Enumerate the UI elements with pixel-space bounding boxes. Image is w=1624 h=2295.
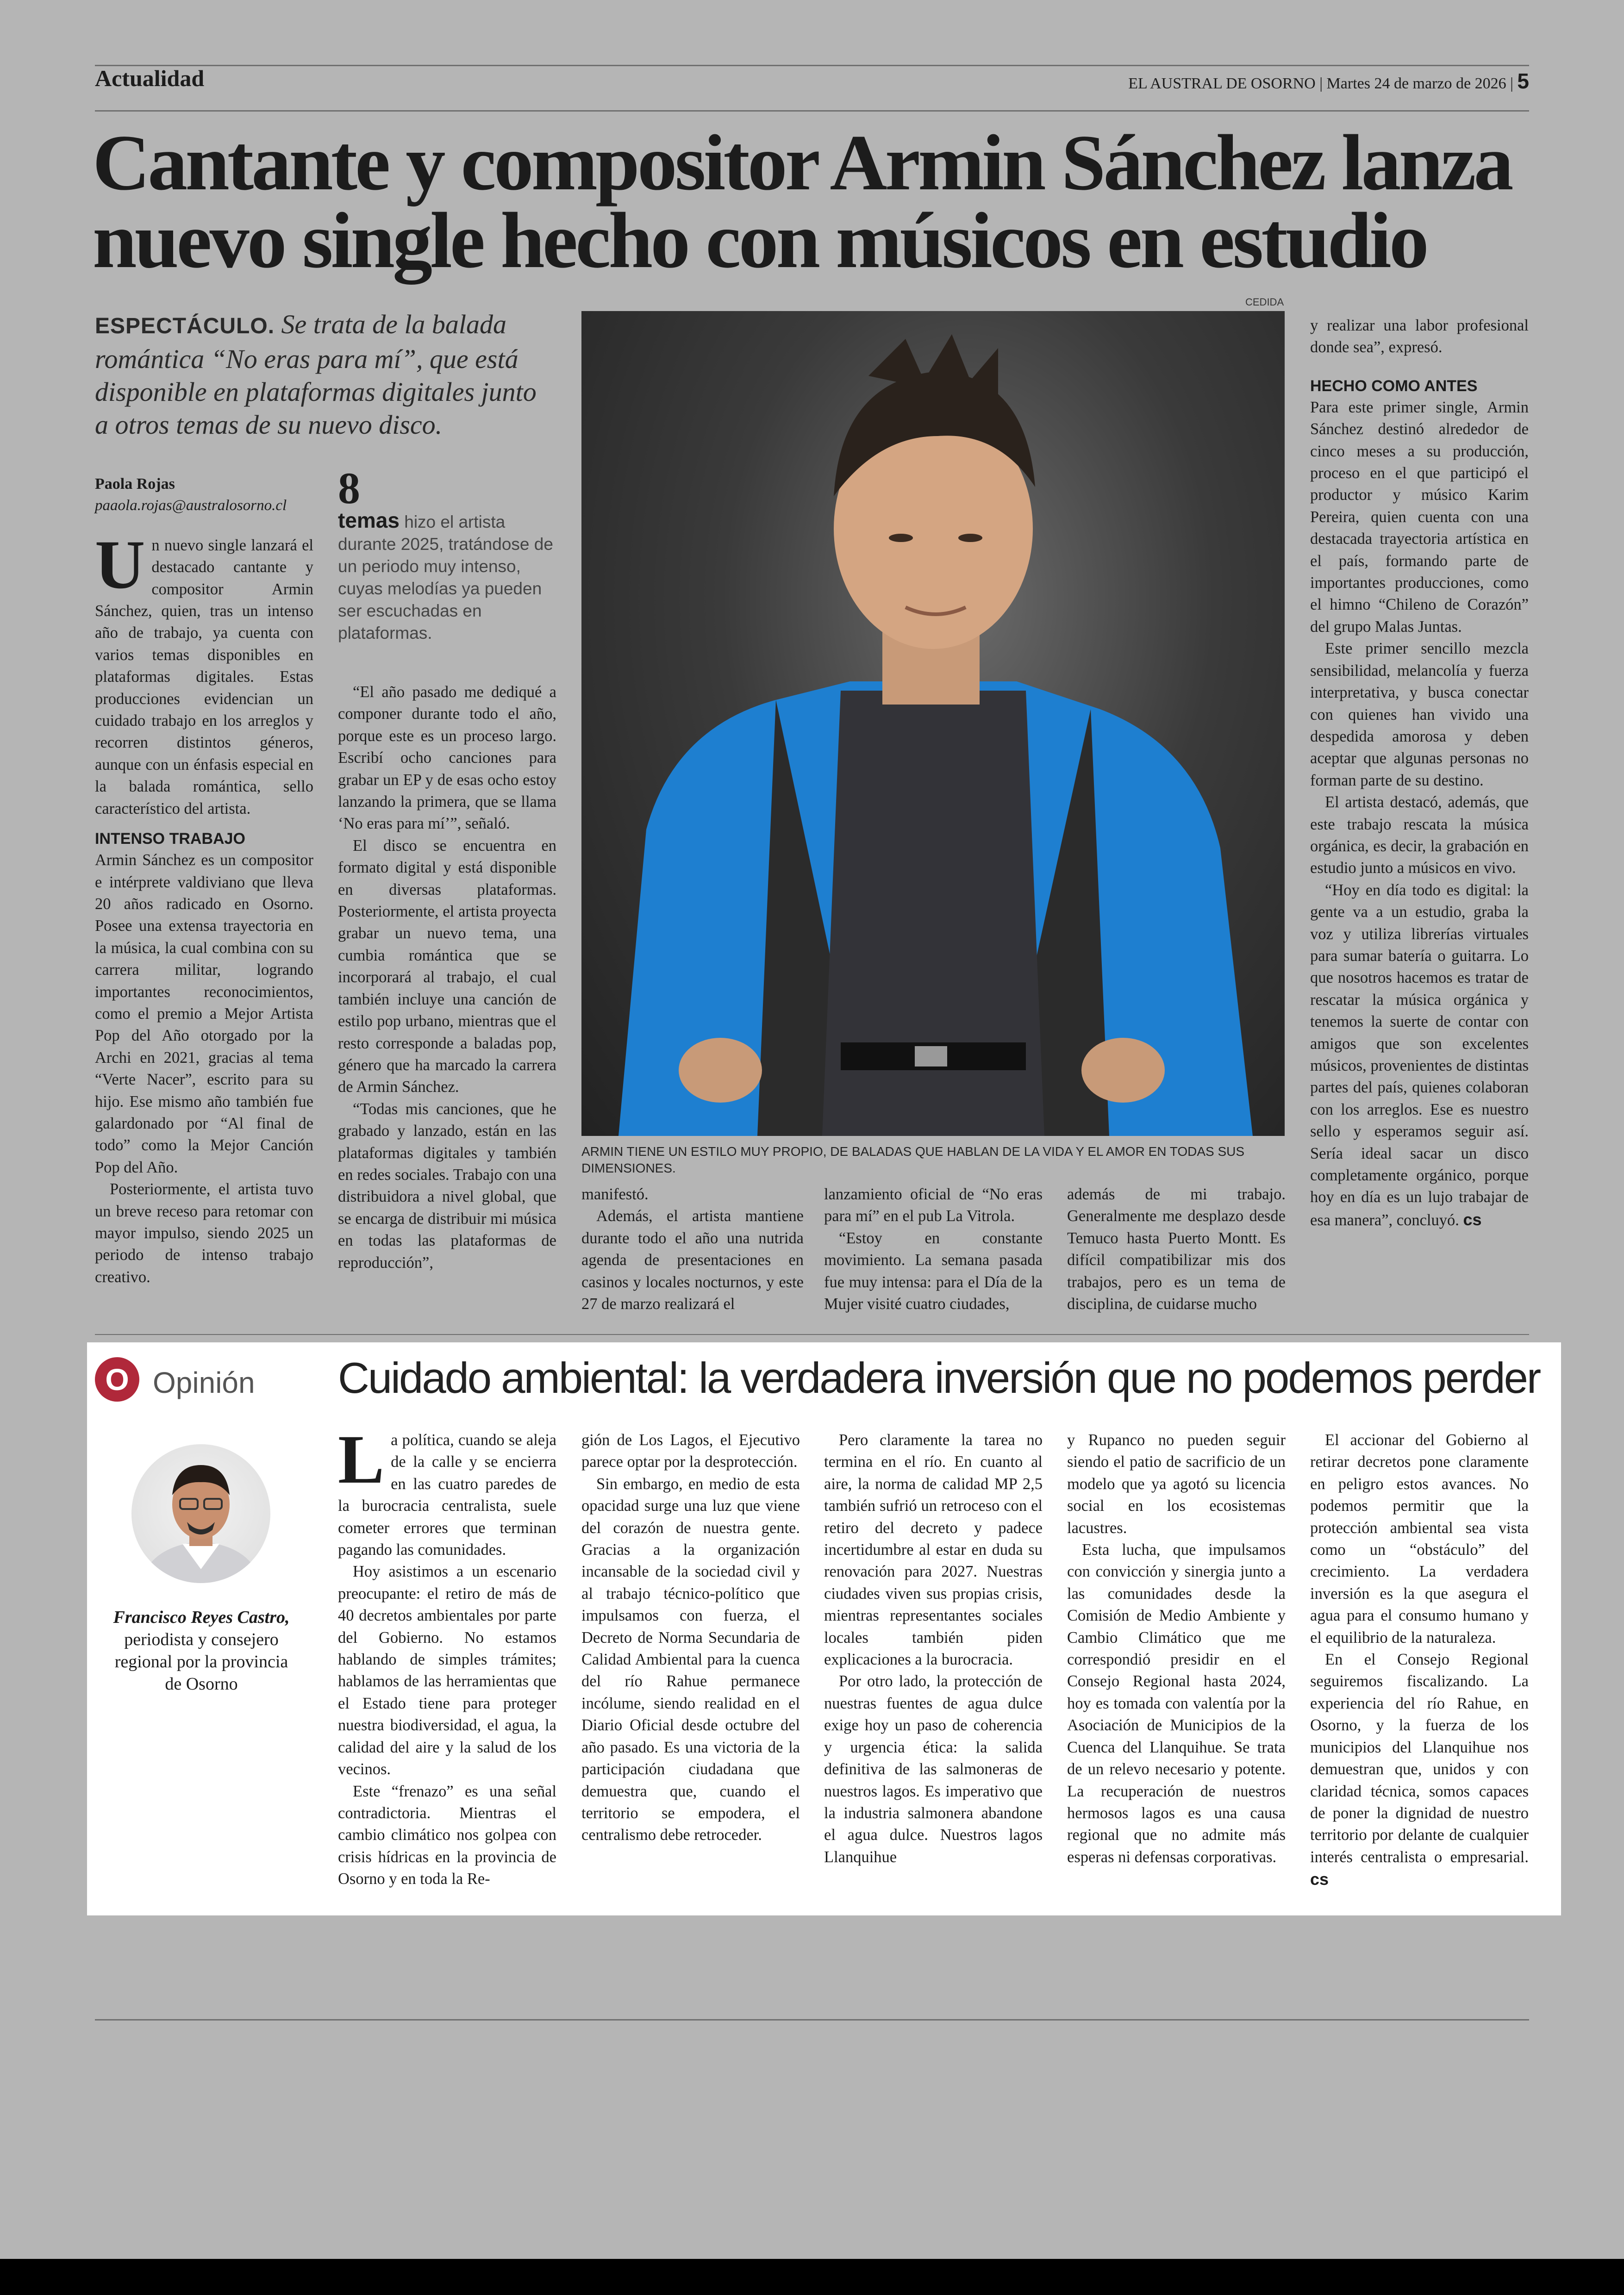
byline-author: Paola Rojas: [95, 475, 175, 493]
masthead: EL AUSTRAL DE OSORNO | Martes 24 de marzo de 2026 | 5: [1128, 69, 1529, 93]
article-bottom-rule: [95, 1334, 1529, 1335]
opinion-paragraph: y Rupanco no pueden seguir siendo el patio de sacrificio de un modelo que ya agotó su licencia social en los ecosistemas lacustres.: [1067, 1431, 1286, 1537]
author-name: Francisco Reyes Castro,: [113, 1608, 290, 1627]
article-column-1: [95, 473, 313, 1288]
article-photo: [581, 311, 1285, 1136]
subheading-intenso: INTENSO TRABAJO: [95, 830, 245, 848]
article-paragraph: manifestó.: [581, 1185, 649, 1203]
opinion-headline: Cuidado ambiental: la verdadera inversión que no podemos perder: [338, 1353, 1540, 1402]
opinion-author: [106, 1606, 296, 1695]
singer-portrait-illustration: [581, 311, 1285, 1136]
opinion-paragraph: Esta lucha, que impulsamos con convicción y sinergia junto a las comunidades desde la Comisión de Medio Ambiente y Cambio Climático que me correspondió presidir en el Consejo Regional hasta 2024, hoy es tomada con valentía por la Asociación de Municipios de la Cuenca del Llanquihue. Se trata de un relevo necesario y potente. La recuperación de nuestros hermosos lagos es una causa regional que no admite más esperas ni defensas corporativas.: [1067, 1541, 1286, 1866]
opinion-column-4: [1067, 1429, 1286, 1868]
author-portrait-illustration: [131, 1444, 270, 1583]
article-paragraph: Posteriormente, el artista tuvo un breve receso para retomar con mayor impulso, siendo 2025 un periodo de intenso trabajo creativo.: [95, 1180, 313, 1286]
opinion-end-mark-icon: cs: [1310, 1870, 1329, 1889]
article-headline: Cantante y compositor Armin Sánchez lanza nuevo single hecho con músicos en estudio: [93, 119, 1512, 285]
article-paragraph: además de mi trabajo. Generalmente me desplazo desde Temuco hasta Puerto Montt. Es difícil compatibilizar mis dos trabajos, pero es un tema de disciplina, de cuidarse mucho: [1067, 1185, 1286, 1313]
issue-date: Martes 24 de marzo de 2026: [1326, 75, 1506, 92]
byline-email: paaola.rojas@australosorno.cl: [95, 497, 287, 514]
photo-caption: ARMIN TIENE UN ESTILO MUY PROPIO, DE BALADAS QUE HABLAN DE LA VIDA Y EL AMOR EN TODAS SUS DIMENSIONES.: [581, 1144, 1245, 1175]
article-paragraph: “Hoy en día todo es digital: la gente va a un estudio, graba la voz y utiliza librerías virtuales para sumar batería o guitarra. Lo que nosotros hacemos es tratar de rescatar la música orgánica y tenemos la suerte de contar con amigos que son excelentes músicos, provenientes de distintas partes del país, quienes colaboran con los arreglos. Ese es nuestro sello y esperamos seguir así. Sería ideal sacar un disco completamente orgánico, porque hoy en día es un lujo trabajar de esa manera”, concluyó. cs: [1310, 881, 1529, 1229]
author-avatar: [131, 1444, 270, 1583]
article-column-6: [1310, 315, 1529, 1231]
opinion-paragraph: gión de Los Lagos, el Ejecutivo parece optar por la desprotección.: [581, 1431, 800, 1471]
article-paragraph: “Estoy en constante movimiento. La semana pasada fue muy intensa: para el Día de la Mujer visité cuatro ciudades,: [824, 1229, 1043, 1313]
article-paragraph: lanzamiento oficial de “No eras para mí” en el pub La Vitrola.: [824, 1185, 1043, 1225]
opinion-paragraph: En el Consejo Regional seguiremos fiscalizando. La experiencia del río Rahue, en Osorno, y la fuerza de los municipios del Llanquihue nos demuestran que, unidos y con claridad técnica, somos capaces de poner la dignidad de nuestro territorio por delante de cualquier interés centralista o empresarial. cs: [1310, 1651, 1529, 1889]
opinion-paragraph: Pero claramente la tarea no termina en el río. En cuanto al aire, la norma de calidad MP 2,5 también sufrió un retroceso con el retiro del decreto y padece incertidumbre al estar en duda su renovación para 2027. Nuestras ciudades viven sus propias crisis, mientras representantes sociales locales también piden explicaciones a la burocracia.: [824, 1431, 1043, 1669]
opinion-drop-cap: L: [338, 1421, 385, 1498]
opinion-paragraph: El accionar del Gobierno al retirar decretos pone claramente en peligro estos avances. No podemos permitir que la protección ambiental sea vista como un “obstáculo” del crecimiento. La verdadera inversión es la que asegura el agua para el consumo humano y el equilibrio de la naturaleza.: [1310, 1431, 1529, 1646]
top-rule: [95, 65, 1529, 66]
opinion-column-1: [338, 1421, 556, 1890]
viewer-bottom-bar: [0, 2259, 1624, 2295]
opinion-column-5: [1310, 1429, 1529, 1891]
header-rule: [95, 110, 1529, 112]
section-label: Actualidad: [95, 65, 205, 91]
article-column-2: [338, 463, 556, 1274]
article-column-4: [824, 1184, 1043, 1315]
article-paragraph: y realizar una labor profesional donde sea”, expresó.: [1310, 317, 1529, 356]
author-role: periodista y consejero regional por la provincia de Osorno: [114, 1630, 288, 1694]
page-bottom-rule: [95, 2019, 1529, 2021]
page-number: 5: [1517, 69, 1529, 93]
stat-box: [338, 509, 556, 644]
opinion-column-3: [824, 1429, 1043, 1868]
article-paragraph: “Todas mis canciones, que he grabado y lanzado, están en las plataformas digitales y también en redes sociales. Trabajo con una distribuidora a nivel global, que se encarga de distribuir mi música en todas las plataformas de reproducción”,: [338, 1100, 556, 1272]
stat-description: hizo el artista durante 2025, tratándose de un periodo muy intenso, cuyas melodías ya pueden ser escuchadas en plataformas.: [338, 512, 553, 642]
photo-credit: CEDIDA: [1245, 296, 1284, 308]
opinion-logo-icon: O: [95, 1357, 139, 1402]
article-paragraph: El disco se encuentra en formato digital y está disponible en diversas plataformas. Posteriormente, el artista proyecta grabar un nuevo tema, una cumbia romántica que se incorporará al trabajo, el cual también incluye una canción de estilo pop urbano, mientras que el resto corresponde a baladas pop, género que ha marcado la carrera de Armin Sánchez.: [338, 836, 556, 1096]
stat-number: 8: [338, 463, 360, 513]
opinion-paragraph: Sin embargo, en medio de esta opacidad surge una luz que viene del corazón de nuestra gente. Gracias a la organización incansable de la sociedad civil y al trabajo técnico-político que impulsamos con fuerza, el Decreto de Norma Secundaria de Calidad Ambiental para la cuenca del río Rahue permanece incólume, siendo realidad en el Diario Oficial desde octubre del año pasado. Es una victoria de la participación ciudadana que demuestra que, cuando el territorio se empodera, el centralismo debe retroceder.: [581, 1475, 800, 1844]
opinion-paragraph: Este “frenazo” es una señal contradictoria. Mientras el cambio climático nos golpea con crisis hídricas en la provincia de Osorno y en toda la Re-: [338, 1782, 556, 1888]
opinion-label: Opinión: [153, 1366, 255, 1399]
drop-cap: U: [95, 526, 145, 603]
deck-text: Se trata de la balada romántica “No eras para mí”, que está disponible en plataformas digitales junto a otros temas de su nuevo disco.: [95, 309, 537, 440]
article-paragraph: “El año pasado me dediqué a componer durante todo el año, porque este es un proceso largo. Escribí ocho canciones para grabar un EP y de esas ocho estoy lanzando la primera, que se llama ‘No eras para mí’”, señaló.: [338, 683, 556, 833]
article-column-5: [1067, 1184, 1286, 1315]
paper-name: EL AUSTRAL DE OSORNO: [1128, 75, 1316, 92]
article-paragraph: El artista destacó, además, que este trabajo rescata la música orgánica, es decir, la grabación en estudio junto a músicos en vivo.: [1310, 793, 1529, 877]
article-paragraph: Este primer sencillo mezcla sensibilidad, melancolía y fuerza interpretativa, y busca conectar con quienes han vivido una despedida amorosa y deben aceptar que algunas personas no forman parte de su destino.: [1310, 640, 1529, 789]
deck-kicker: ESPECTÁCULO.: [95, 314, 275, 338]
article-paragraph: Un nuevo single lanzará el destacado cantante y compositor Armin Sánchez, quien, tras un intenso año de trabajo, ya cuenta con varios temas disponibles en plataformas digitales. Estas producciones evidencian un cuidado trabajo en los arreglos y recorren distintos géneros, aunque con un énfasis especial en la balada romántica, sello característico del artista.: [95, 526, 313, 817]
article-paragraph: Para este primer single, Armin Sánchez destinó alrededor de cinco meses a su producción, proceso en el que participó el productor y músico Karim Pereira, quien cuenta con una destacada trayectoria artística en el país, formando parte de importantes producciones, como el himno “Chileno de Corazón” del grupo Malas Juntas.: [1310, 398, 1529, 636]
opinion-column-2: [581, 1429, 800, 1846]
article-deck: [95, 308, 549, 441]
article-paragraph: Además, el artista mantiene durante todo el año una nutrida agenda de presentaciones en casinos y locales nocturnos, y este 27 de marzo realizará el: [581, 1207, 804, 1313]
opinion-paragraph: La política, cuando se aleja de la calle y se encierra en las cuatro paredes de la burocracia centralista, suele cometer errores que terminan pagando las comunidades.: [338, 1421, 556, 1559]
opinion-paragraph: Por otro lado, la protección de nuestras fuentes de agua dulce exige hoy un paso de coherencia y urgencia ética: la salida definitiva de las salmoneras de nuestros lagos. Es imperativo que la industria salmonera abandone el agua dulce. Nuestros lagos Llanquihue: [824, 1672, 1043, 1866]
end-mark-icon: cs: [1463, 1210, 1482, 1229]
article-column-3: [581, 1184, 804, 1315]
stat-unit: temas: [338, 508, 400, 532]
subheading-hecho: HECHO COMO ANTES: [1310, 377, 1478, 395]
opinion-paragraph: Hoy asistimos a un escenario preocupante: el retiro de más de 40 decretos ambientales por parte del Gobierno. No estamos hablando de simples trámites; hablamos de las herramientas que el Estado tiene para proteger nuestra biodiversidad, el agua, la calidad del aire y la salud de los vecinos.: [338, 1563, 556, 1778]
article-paragraph: Armin Sánchez es un compositor e intérprete valdiviano que lleva 20 años radicado en Osorno. Posee una extensa trayectoria en la música, la cual combina con su carrera militar, logrando importantes reconocimientos, como el premio a Mejor Artista Pop del Año otorgado por la Archi en 2021, gracias al tema “Verte Nacer”, escrito para su hijo. Ese mismo año también fue galardonado por “Al final de todo” como la Mejor Canción Pop del Año.: [95, 851, 313, 1176]
